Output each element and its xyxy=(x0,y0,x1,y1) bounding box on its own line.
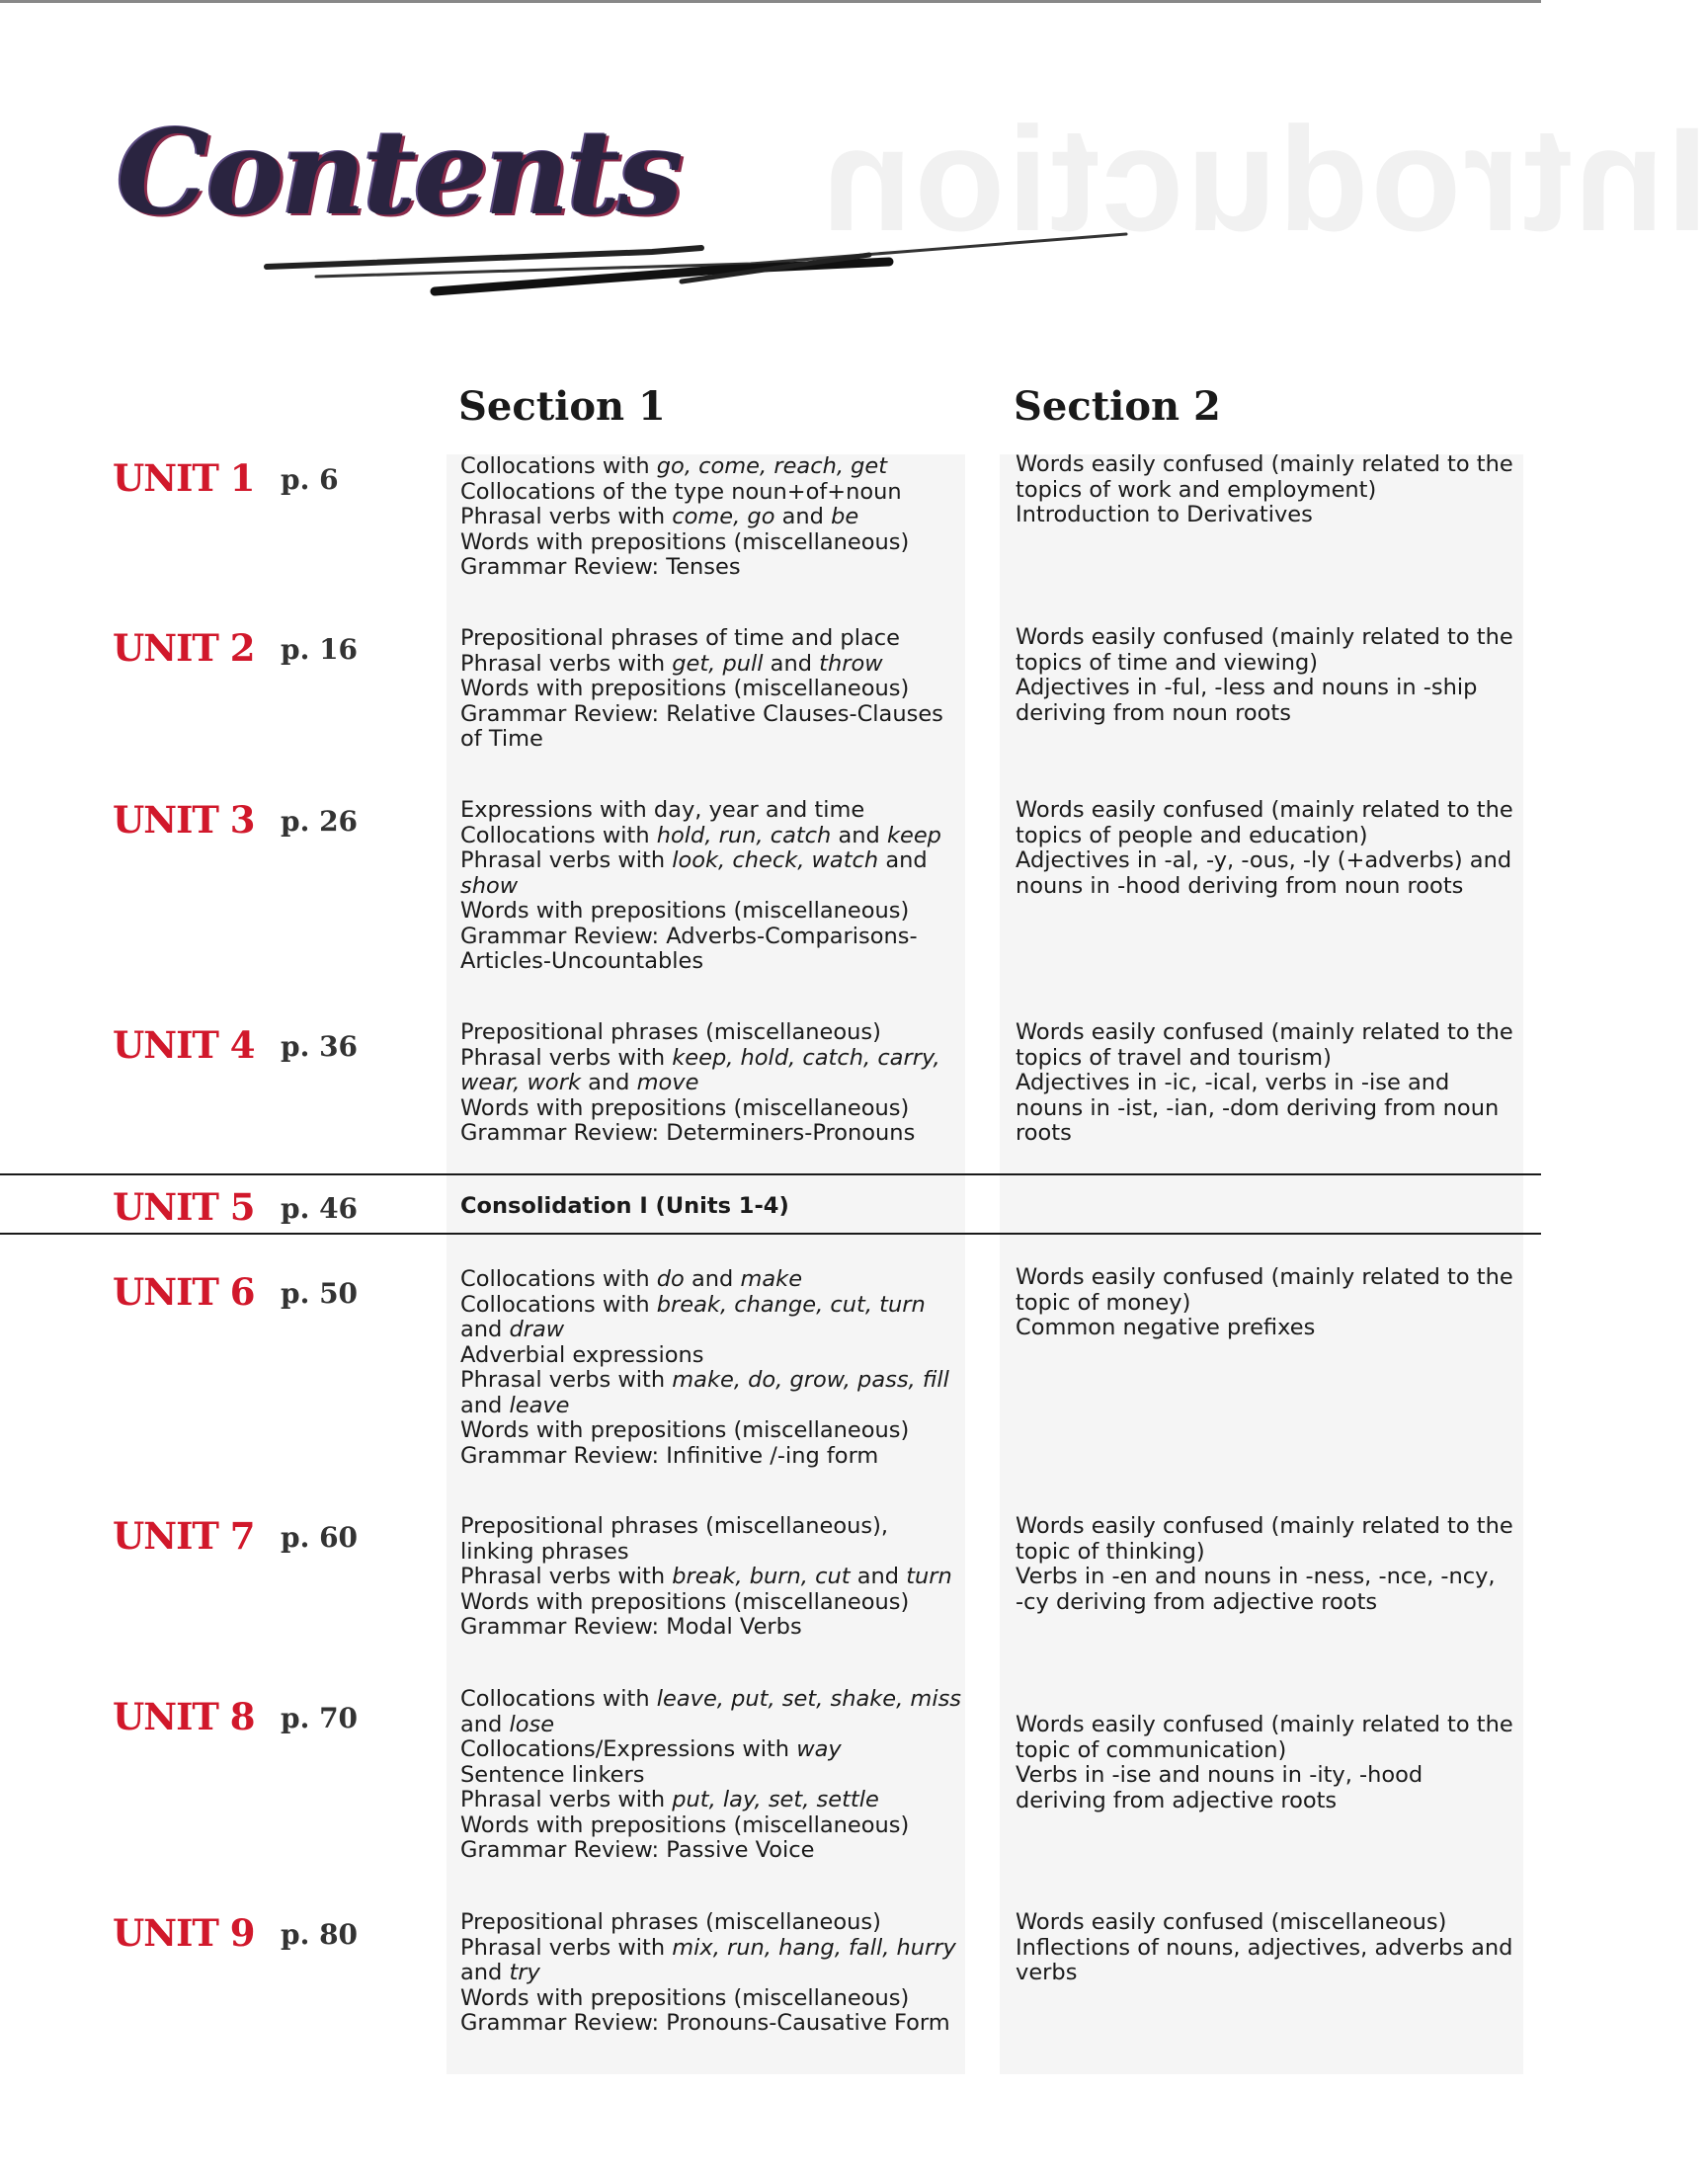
contents-line: Grammar Review: Infinitive /-ing form xyxy=(460,1442,879,1469)
section1-heading: Section 1 xyxy=(458,383,666,430)
contents-line: Grammar Review: Relative Clauses-Clauses xyxy=(460,700,943,727)
contents-line: Adverbial expressions xyxy=(460,1341,704,1368)
unit-label: UNIT 2 xyxy=(113,626,255,670)
contents-line: Grammar Review: Modal Verbs xyxy=(460,1614,802,1640)
contents-line: topics of work and employment) xyxy=(1016,476,1377,503)
contents-line: Phrasal verbs with keep, hold, catch, carry, xyxy=(460,1044,940,1071)
unit-page: p. 70 xyxy=(281,1702,359,1734)
unit-page: p. 80 xyxy=(281,1918,359,1951)
unit-section1 xyxy=(460,798,974,975)
consolidation-rule-top xyxy=(0,1173,1541,1175)
contents-line: Words easily confused (mainly related to the xyxy=(1016,1019,1513,1045)
contents-line: -cy deriving from adjective roots xyxy=(1016,1588,1378,1615)
contents-line: Words easily confused (mainly related to the xyxy=(1016,1712,1513,1737)
contents-line: Introduction to Derivatives xyxy=(1016,502,1313,527)
contents-line: Phrasal verbs with get, pull and throw xyxy=(460,650,883,677)
contents-line: Words easily confused (miscellaneous) xyxy=(1016,1909,1447,1935)
contents-line: Words with prepositions (miscellaneous) xyxy=(460,1588,910,1615)
contents-line: Sentence linkers xyxy=(460,1761,645,1788)
contents-line: Words easily confused (mainly related to the xyxy=(1016,451,1513,477)
unit-label: UNIT 4 xyxy=(113,1023,255,1067)
contents-line: Collocations of the type noun+of+noun xyxy=(460,478,902,505)
unit-page: p. 60 xyxy=(281,1521,359,1554)
contents-line: topics of travel and tourism) xyxy=(1016,1044,1332,1071)
contents-line: Words with prepositions (miscellaneous) xyxy=(460,898,910,924)
title-scribble-icon xyxy=(257,222,1146,311)
contents-line: Grammar Review: Tenses xyxy=(460,554,741,580)
unit-section2 xyxy=(1016,452,1529,528)
contents-line: Adjectives in -al, -y, -ous, -ly (+adverbs) and xyxy=(1016,847,1512,873)
unit-section1 xyxy=(460,1020,974,1147)
contents-line: Expressions with day, year and time xyxy=(460,797,865,823)
contents-line: Words with prepositions (miscellaneous) xyxy=(460,528,910,555)
contents-line: Phrasal verbs with mix, run, hang, fall, hurry xyxy=(460,1934,956,1961)
contents-line: topic of thinking) xyxy=(1016,1538,1205,1565)
contents-line: Words easily confused (mainly related to the xyxy=(1016,624,1513,650)
contents-line: Words with prepositions (miscellaneous) xyxy=(460,1417,910,1443)
unit-label: UNIT 3 xyxy=(113,798,255,842)
contents-line: topics of people and education) xyxy=(1016,822,1368,848)
contents-line: Adjectives in -ic, -ical, verbs in -ise and xyxy=(1016,1070,1450,1095)
unit-section2 xyxy=(1016,1514,1529,1615)
contents-line: Verbs in -ise and nouns in -ity, -hood xyxy=(1016,1762,1423,1788)
contents-line: and lose xyxy=(460,1711,555,1737)
contents-line: Collocations with hold, run, catch and keep xyxy=(460,822,941,848)
contents-line: Adjectives in -ful, -less and nouns in -ship xyxy=(1016,675,1478,700)
contents-line: show xyxy=(460,872,519,899)
unit-label: UNIT 8 xyxy=(113,1695,255,1738)
contents-line: Inflections of nouns, adjectives, adverbs and xyxy=(1016,1934,1513,1961)
contents-line: deriving from noun roots xyxy=(1016,699,1291,726)
contents-line: Grammar Review: Adverbs-Comparisons- xyxy=(460,923,918,949)
contents-line: Prepositional phrases (miscellaneous) xyxy=(460,1019,881,1045)
unit-label: UNIT 7 xyxy=(113,1514,255,1558)
contents-line: Grammar Review: Pronouns-Causative Form xyxy=(460,2010,950,2036)
contents-line: roots xyxy=(1016,1120,1072,1146)
contents-line: Collocations with break, change, cut, turn xyxy=(460,1291,926,1318)
contents-line: Phrasal verbs with make, do, grow, pass, fill xyxy=(460,1367,949,1393)
unit-section2 xyxy=(1016,1020,1529,1147)
unit-label: UNIT 6 xyxy=(113,1270,255,1314)
contents-line: Words easily confused (mainly related to the xyxy=(1016,1264,1513,1290)
contents-line: and leave xyxy=(460,1392,570,1418)
contents-line: Grammar Review: Determiners-Pronouns xyxy=(460,1120,916,1146)
contents-line: Collocations with leave, put, set, shake, miss xyxy=(460,1686,962,1712)
contents-line: nouns in -hood deriving from noun roots xyxy=(1016,872,1464,899)
contents-line: Collocations with do and make xyxy=(460,1266,803,1292)
top-border xyxy=(0,0,1541,3)
contents-line: Words easily confused (mainly related to the xyxy=(1016,1513,1513,1539)
contents-line: Common negative prefixes xyxy=(1016,1315,1316,1340)
contents-line: Words with prepositions (miscellaneous) xyxy=(460,1984,910,2011)
contents-line: Words easily confused (mainly related to the xyxy=(1016,797,1513,823)
unit-page: p. 6 xyxy=(281,463,339,496)
contents-line: of Time xyxy=(460,726,543,752)
contents-line: Grammar Review: Passive Voice xyxy=(460,1837,815,1863)
contents-line: Phrasal verbs with come, go and be xyxy=(460,504,859,529)
unit-section2 xyxy=(1016,1713,1529,1813)
unit-section1 xyxy=(460,1910,974,2037)
contents-line: topics of time and viewing) xyxy=(1016,649,1319,676)
contents-line: topic of money) xyxy=(1016,1289,1191,1316)
unit-page: p. 46 xyxy=(281,1192,359,1225)
consolidation-rule-bottom xyxy=(0,1233,1541,1235)
contents-line: Words with prepositions (miscellaneous) xyxy=(460,1094,910,1121)
contents-line: Phrasal verbs with break, burn, cut and turn xyxy=(460,1564,952,1589)
unit-page: p. 26 xyxy=(281,805,359,838)
contents-line: Prepositional phrases (miscellaneous), xyxy=(460,1513,889,1539)
contents-line: wear, work and move xyxy=(460,1070,699,1095)
unit-label: UNIT 5 xyxy=(113,1185,255,1229)
contents-line: Phrasal verbs with put, lay, set, settle xyxy=(460,1787,879,1812)
contents-line: and try xyxy=(460,1960,540,1985)
contents-line: Verbs in -en and nouns in -ness, -nce, -ncy, xyxy=(1016,1564,1496,1589)
contents-line: verbs xyxy=(1016,1960,1078,1985)
contents-line: Words with prepositions (miscellaneous) xyxy=(460,1811,910,1838)
contents-line: Collocations with go, come, reach, get xyxy=(460,453,888,479)
unit-label: UNIT 9 xyxy=(113,1911,255,1955)
unit-page: p. 50 xyxy=(281,1277,359,1310)
unit-section2 xyxy=(1016,1265,1529,1341)
contents-line: Phrasal verbs with look, check, watch and xyxy=(460,847,928,873)
contents-line: topic of communication) xyxy=(1016,1736,1287,1763)
unit-page: p. 36 xyxy=(281,1030,359,1063)
unit-label: UNIT 1 xyxy=(113,456,255,500)
unit-section2 xyxy=(1016,798,1529,899)
contents-line: Articles-Uncountables xyxy=(460,948,704,974)
contents-line: Words with prepositions (miscellaneous) xyxy=(460,676,910,701)
contents-line: Prepositional phrases of time and place xyxy=(460,625,900,651)
unit-section1 xyxy=(460,454,974,581)
page-title: Contents xyxy=(117,104,681,241)
unit-section1 xyxy=(460,1514,974,1641)
unit-section1 xyxy=(460,1267,974,1469)
contents-line: Collocations/Expressions with way xyxy=(460,1736,842,1762)
unit-section2 xyxy=(1016,1910,1529,1986)
section2-heading: Section 2 xyxy=(1014,383,1221,430)
unit-section1 xyxy=(460,626,974,753)
contents-line: Prepositional phrases (miscellaneous) xyxy=(460,1909,881,1935)
contents-line: deriving from adjective roots xyxy=(1016,1787,1338,1813)
unit-section2 xyxy=(1016,625,1529,726)
unit-page: p. 16 xyxy=(281,633,359,666)
consolidation-text: Consolidation I (Units 1-4) xyxy=(460,1193,789,1219)
contents-line: linking phrases xyxy=(460,1538,629,1565)
ghost-title-bleedthrough: Introduction xyxy=(820,96,1708,262)
unit-section1 xyxy=(460,1687,974,1864)
contents-line: nouns in -ist, -ian, -dom deriving from noun xyxy=(1016,1094,1500,1121)
contents-line: and draw xyxy=(460,1317,565,1342)
